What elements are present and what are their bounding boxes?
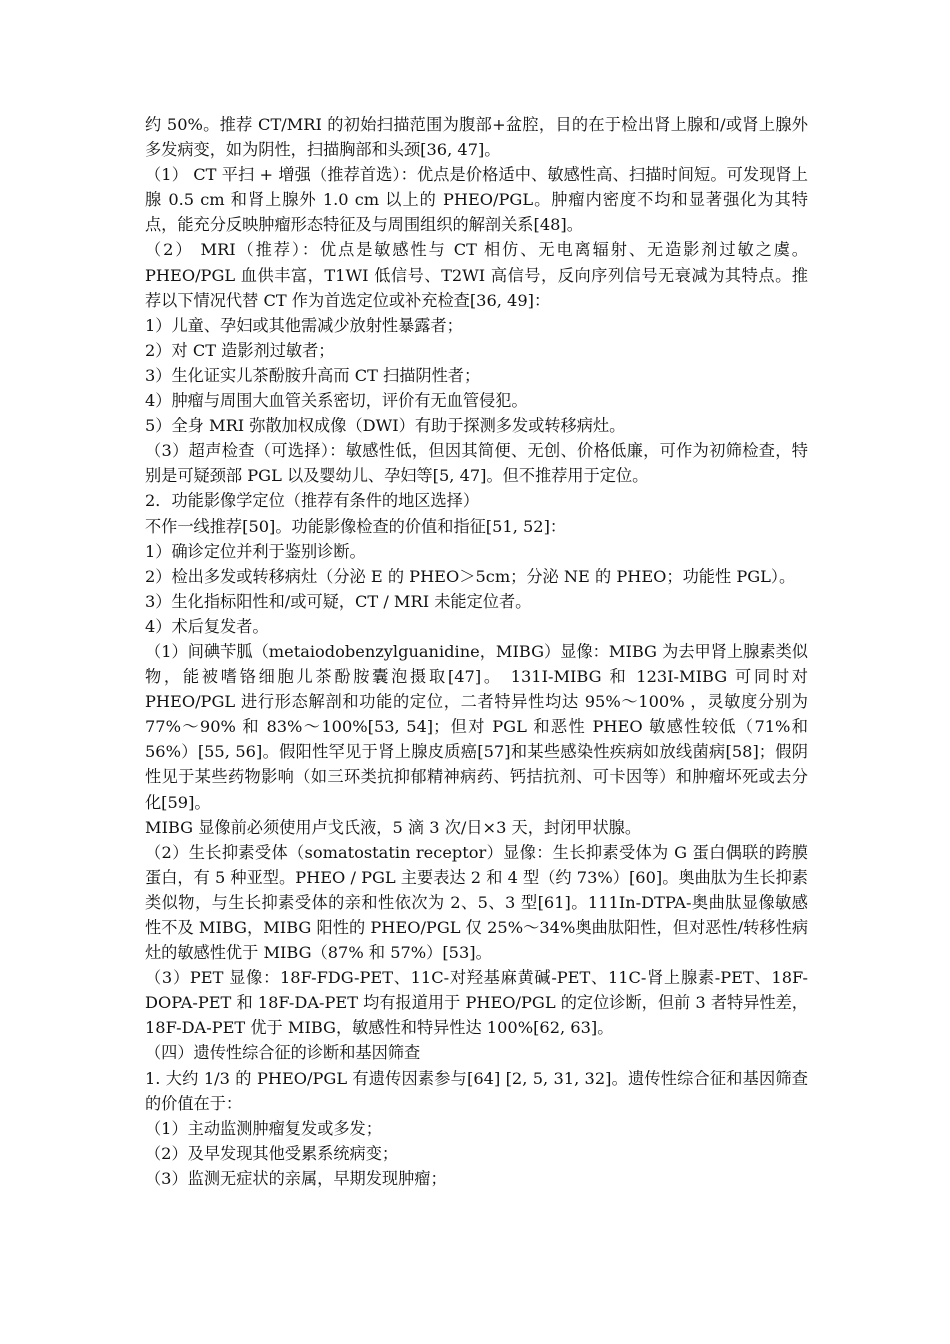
paragraph-functional-imaging-intro: 不作一线推荐[50]。功能影像检查的价值和指征[51, 52]：: [145, 516, 567, 536]
list-item-mri-5: 5）全身 MRI 弥散加权成像（DWI）有助于探测多发或转移病灶。: [145, 416, 626, 436]
paragraph-mri: （2） MRI（推荐）：优点是敏感性与 CT 相仿、无电离辐射、无造影剂过敏之虞。PHEO/PGL 血供丰富，T1WI 低信号、T2WI 高信号，反向序列信号无衰减为其特点。推荐以下情况代替 CT 作为首选定位或补充检查[36, 49]：: [145, 240, 808, 310]
list-item-genetic-2: （2）及早发现其他受累系统病变；: [145, 1143, 399, 1163]
paragraph-mibg-lugol: MIBG 显像前必须使用卢戈氏液，5 滴 3 次/日×3 天，封闭甲状腺。: [145, 817, 642, 837]
document-body: [145, 112, 808, 1191]
list-item-mri-4: 4）肿瘤与周围大血管关系密切，评价有无血管侵犯。: [145, 391, 528, 411]
list-item-indication-4: 4）术后复发者。: [145, 616, 269, 636]
paragraph-mibg: （1）间碘苄胍（metaiodobenzylguanidine，MIBG）显像：MIBG 为去甲肾上腺素类似物，能被嗜铬细胞儿茶酚胺囊泡摄取[47]。 131I-MIBG 和 123I-MIBG 可同时对 PHEO/PGL 进行形态解剖和功能的定位，二者特异性均达 95%～100% ，灵敏度分别为 77%～90% 和 83%～100%[53, 54]；但对 PGL 和恶性 PHEO 敏感性较低（71%和 56%）[55, 56]。假阳性罕见于肾上腺皮质癌[57]和某些感染性疾病如放线菌病[58]；假阴性见于某些药物影响（如三环类抗抑郁精神病药、钙拮抗剂、可卡因等）和肿瘤坏死或去分化[59]。: [145, 641, 808, 812]
paragraph-ct-mri-scan-range: 约 50%。推荐 CT/MRI 的初始扫描范围为腹部+盆腔，目的在于检出肾上腺和/或肾上腺外多发病变，如为阴性，扫描胸部和头颈[36, 47]。: [145, 115, 808, 160]
paragraph-somatostatin: （2）生长抑素受体（somatostatin receptor）显像：生长抑素受体为 G 蛋白偶联的跨膜蛋白，有 5 种亚型。PHEO / PGL 主要表达 2 和 4 型（约 73%）[60]。奥曲肽为生长抑素类似物，与生长抑素受体的亲和性依次为 2、5、3 型[61]。111In-DTPA-奥曲肽显像敏感性不及 MIBG，MIBG 阳性的 PHEO/PGL 仅 25%～34%奥曲肽阳性，但对恶性/转移性病灶的敏感性优于 MIBG（87% 和 57%）[53]。: [145, 842, 808, 963]
list-item-mri-3: 3）生化证实儿茶酚胺升高而 CT 扫描阴性者；: [145, 365, 481, 385]
list-item-genetic-3: （3）监测无症状的亲属，早期发现肿瘤；: [145, 1168, 447, 1188]
list-item-indication-2: 2）检出多发或转移病灶（分泌 E 的 PHEO＞5cm；分泌 NE 的 PHEO；功能性 PGL）。: [145, 566, 796, 586]
paragraph-pet: （3）PET 显像：18F-FDG-PET、11C-对羟基麻黄碱-PET、11C-肾上腺素-PET、18F-DOPA-PET 和 18F-DA-PET 均有报道用于 PHEO/PGL 的定位诊断，但前 3 者特异性差， 18F-DA-PET 优于 MIBG，敏感性和特异性达 100%[62, 63]。: [145, 968, 808, 1038]
paragraph-ultrasound: （3）超声检查（可选择）：敏感性低，但因其简便、无创、价格低廉，可作为初筛检查，特别是可疑颈部 PGL 以及婴幼儿、孕妇等[5, 47]。但不推荐用于定位。: [145, 441, 808, 486]
list-item-indication-3: 3）生化指标阳性和/或可疑，CT / MRI 未能定位者。: [145, 591, 532, 611]
paragraph-genetic-intro: 1. 大约 1/3 的 PHEO/PGL 有遗传因素参与[64] [2, 5, 31, 32]。遗传性综合征和基因筛查的价值在于：: [145, 1068, 808, 1113]
section-heading-genetic: （四）遗传性综合征的诊断和基因筛查: [145, 1043, 421, 1063]
paragraph-ct: （1） CT 平扫 + 增强（推荐首选）：优点是价格适中、敏感性高、扫描时间短。可发现肾上腺 0.5 cm 和肾上腺外 1.0 cm 以上的 PHEO/PGL。肿瘤内密度不均和显著强化为其特点，能充分反映肿瘤形态特征及与周围组织的解剖关系[48]。: [145, 165, 808, 235]
list-item-mri-1: 1）儿童、孕妇或其他需减少放射性暴露者；: [145, 315, 463, 335]
list-item-indication-1: 1）确诊定位并利于鉴别诊断。: [145, 541, 366, 561]
section-heading-functional-imaging: 2．功能影像学定位（推荐有条件的地区选择）: [145, 491, 480, 511]
list-item-genetic-1: （1）主动监测肿瘤复发或多发；: [145, 1118, 382, 1138]
list-item-mri-2: 2）对 CT 造影剂过敏者；: [145, 340, 335, 360]
